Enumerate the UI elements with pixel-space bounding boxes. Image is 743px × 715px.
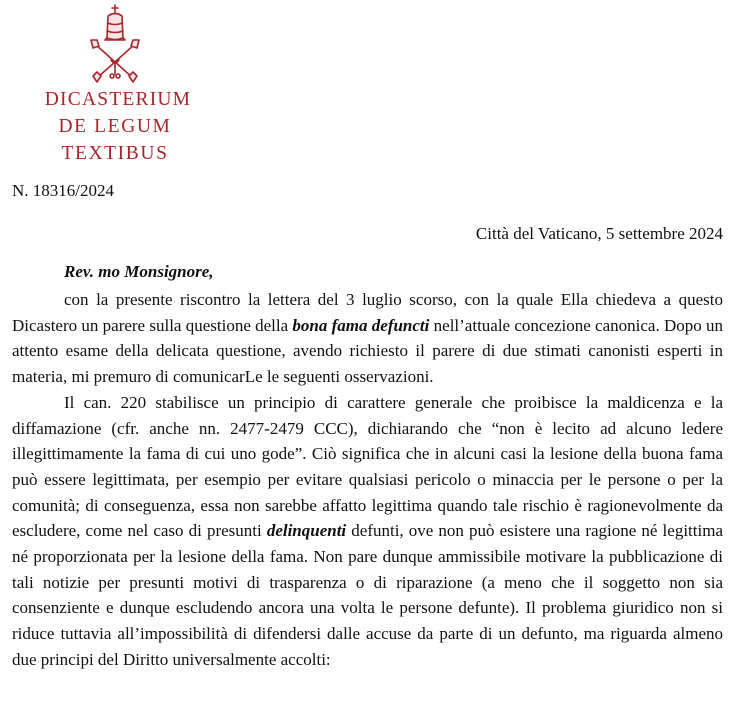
dicastery-name (10, 86, 220, 167)
paragraph-2-text-a: Il can. 220 stabilisce un principio di carattere generale che proibisce la maldicenza e la diffamazione (cfr. anche nn. 2477-2479 CCC), dichiarando che “non è lecito ad alcuno ledere illegittimamente la fama di cui uno gode”. Ciò significa che in alcuni casi la lesione della buona fama può essere legittimata, per esempio per evitare qualsiasi pericolo o minaccia per le persone o per la comunità; di conseguenza, essa non sarebbe affatto legittima quando tale rischio è ragionevolmente da escludere, come nel caso di presunti (12, 392, 723, 541)
letter-body (12, 287, 723, 673)
papal-coat-of-arms-icon (85, 4, 145, 86)
dicastery-name-line1: DICASTERIUM (44, 89, 192, 110)
paragraph-1-text-a: con la presente riscontro la lettera del 3 luglio scorso, con la quale Ella chiedeva a questo Dicastero un parere sulla questione della (12, 290, 723, 335)
protocol-number: N. 18316/2024 (12, 181, 114, 200)
paragraph-1-text-b: nell’attuale concezione canonica. Dopo un attento esame della delicata questione, avendo richiesto il parere di due stimati canonisti esperti in materia, mi premuro di comunicarLe le seguenti osservazioni. (12, 315, 723, 387)
paragraph-2-text-b: defunti, ove non può esistere una ragione né legittima né proporzionata per la lesione della fama. Non pare dunque ammissibile motivare la pubblicazione di tali notizie per presunti motivi di trasparenza o di riparazione (a meno che il soggetto non sia consenziente e dunque escludendo ancora una volta le persone defunte). Il problema giuridico non si riduce tuttavia all’impossibilità di difendersi dalle accuse da parte di un defunto, ma riguarda almeno due principi del Diritto universalmente accolti: (12, 521, 723, 669)
paragraph-1-emphasis: bona fama defuncti (292, 315, 430, 335)
paragraph-1 (12, 287, 723, 390)
place-and-date: Città del Vaticano, 5 settembre 2024 (475, 224, 723, 243)
paragraph-2 (12, 390, 723, 673)
salutation: Rev. mo Monsignore, (64, 262, 214, 281)
paragraph-2-emphasis: delinquenti (266, 521, 347, 541)
dicastery-name-line2: DE LEGUM TEXTIBUS (58, 116, 172, 164)
letterhead (10, 4, 220, 167)
